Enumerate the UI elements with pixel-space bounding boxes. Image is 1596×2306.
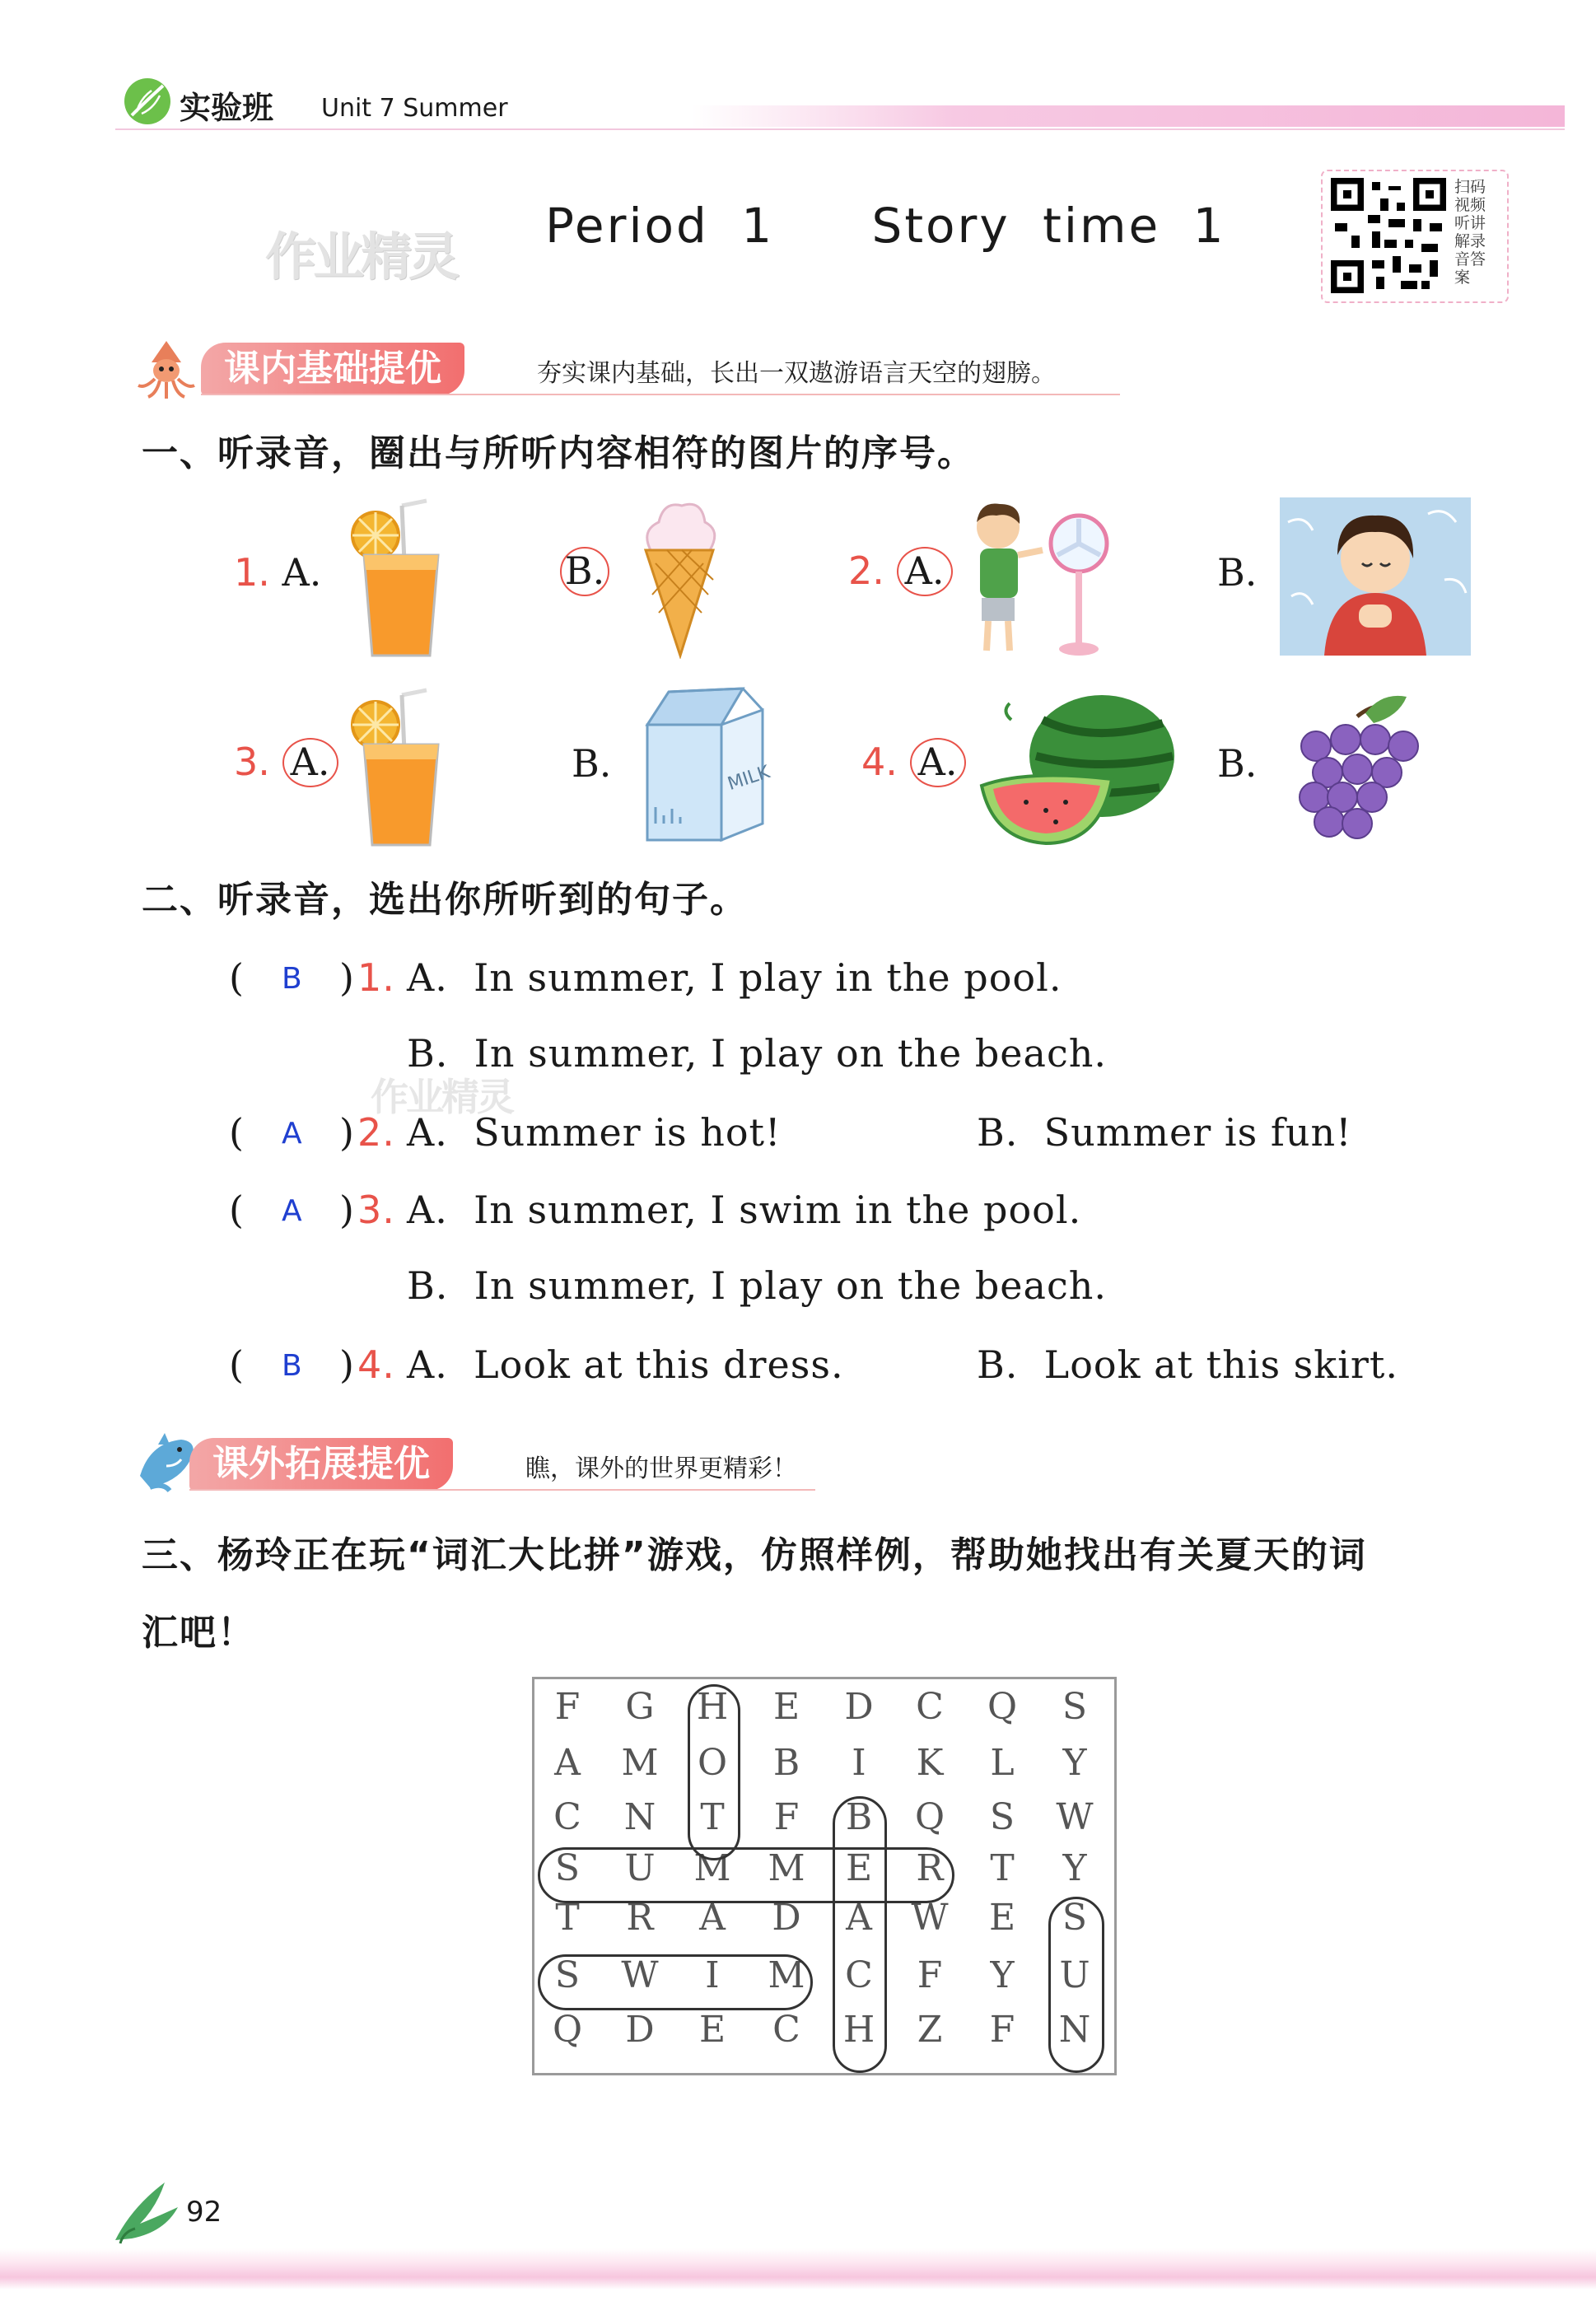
qr-box[interactable] [1321, 170, 1509, 303]
section-banner-extended: 课外拓展提优 [189, 1438, 453, 1491]
found-word-swim [538, 1954, 813, 2010]
q2-bracket-4: ( [229, 1342, 245, 1387]
q1-item1-option-a[interactable]: A. [282, 550, 322, 595]
grid-letter[interactable]: C [845, 1954, 873, 1996]
grid-letter[interactable]: E [845, 1847, 873, 1889]
grid-letter[interactable]: W [911, 1897, 949, 1939]
grid-letter[interactable]: Z [917, 2009, 943, 2051]
q1-heading: 一、听录音，圈出与所听内容相符的图片的序号。 [142, 432, 975, 474]
grid-letter[interactable]: M [768, 1954, 805, 1996]
q1-item4-row [861, 738, 966, 787]
grid-letter[interactable]: F [773, 1796, 800, 1838]
q1-item3-row [234, 738, 338, 787]
grid-letter[interactable]: B [845, 1796, 873, 1838]
grid-letter[interactable]: A [846, 1897, 872, 1939]
found-word-sun [1048, 1897, 1104, 2073]
q2-item3-option-a[interactable]: A. In summer, I swim in the pool. [407, 1188, 1082, 1232]
q2-item3-number: 3. [357, 1188, 395, 1232]
grid-letter[interactable]: H [842, 2009, 875, 2051]
q1-item3-number: 3. [234, 740, 270, 784]
section-desc-basic: 夯实课内基础，长出一双遨游语言天空的翅膀。 [537, 359, 1056, 388]
squid-icon [133, 338, 199, 400]
q2-bracket-close-1: ) [339, 955, 355, 1000]
q2-item2-option-a[interactable]: A. Summer is hot! [407, 1110, 782, 1155]
found-word-hot [688, 1684, 740, 1860]
q2-item4-option-a[interactable]: A. Look at this dress. [407, 1342, 844, 1387]
watermark: 作业精灵 [371, 1075, 512, 1119]
q2-item1-number: 1. [357, 955, 395, 1000]
milk-carton-icon [631, 684, 772, 845]
q1-item2-option-a[interactable]: A. [897, 547, 953, 596]
grid-letter[interactable]: N [1058, 2009, 1091, 2051]
section-underline [201, 394, 1120, 395]
grid-letter[interactable]: T [990, 1847, 1015, 1889]
q1-item4-option-b[interactable]: B. [1217, 741, 1258, 786]
grid-letter[interactable]: Q [914, 1796, 945, 1838]
q2-bracket-3: ( [229, 1188, 245, 1232]
q1-item4-option-a[interactable]: A. [910, 738, 966, 787]
grid-letter[interactable]: M [621, 1742, 659, 1784]
grid-letter[interactable]: A [554, 1742, 581, 1784]
qr-caption: 扫码视频听讲解录音答案 [1454, 178, 1486, 287]
page-title: Period 1 Story time 1 [545, 198, 1226, 254]
grid-letter[interactable]: E [698, 2009, 726, 2051]
q2-bracket-1: ( [229, 955, 245, 1000]
brand: 实验班 [180, 90, 274, 126]
q2-item1-option-a[interactable]: A. In summer, I play in the pool. [407, 955, 1062, 1000]
grid-letter[interactable]: W [1056, 1796, 1094, 1838]
q1-item1-option-b[interactable]: B. [560, 547, 609, 596]
q2-item4-number: 4. [357, 1342, 395, 1387]
grid-letter[interactable]: S [989, 1796, 1015, 1838]
boy-with-fan-icon [964, 497, 1112, 659]
page-number: 92 [186, 2196, 222, 2229]
orange-juice-icon [348, 497, 455, 661]
q2-bracket-close-3: ) [339, 1188, 355, 1232]
q2-bracket-close-4: ) [339, 1342, 355, 1387]
grid-letter[interactable]: M [768, 1847, 805, 1889]
bird-icon [107, 2174, 186, 2248]
grid-letter[interactable]: I [705, 1954, 720, 1996]
grid-letter[interactable]: D [625, 2009, 655, 2051]
grid-letter[interactable]: R [626, 1897, 654, 1939]
q1-item3-option-a[interactable]: A. [282, 738, 338, 787]
milk-label: MILK [725, 762, 772, 796]
grid-letter[interactable]: Q [552, 2009, 583, 2051]
grid-letter[interactable]: E [988, 1897, 1016, 1939]
grid-letter[interactable]: U [624, 1847, 656, 1889]
q2-heading: 二、听录音，选出你所听到的句子。 [142, 879, 748, 921]
grid-letter[interactable]: S [554, 1954, 581, 1996]
cold-girl-icon [1280, 497, 1471, 656]
ice-cream-icon [634, 497, 725, 659]
grid-letter[interactable]: S [1062, 1686, 1088, 1728]
grid-letter[interactable]: I [852, 1742, 866, 1784]
q1-item3-option-b[interactable]: B. [572, 741, 612, 786]
q3-heading: 三、杨玲正在玩“词汇大比拼”游戏，仿照样例，帮助她找出有关夏天的词 [142, 1534, 1367, 1576]
q1-item1-row [234, 550, 321, 595]
grid-letter[interactable]: Y [1062, 1847, 1087, 1889]
grid-letter[interactable]: D [844, 1686, 874, 1728]
section-banner-basic: 课内基础提优 [201, 343, 464, 395]
grid-letter[interactable]: G [625, 1686, 655, 1728]
q2-item1-option-b[interactable]: B. In summer, I play on the beach. [407, 1031, 1107, 1076]
watermelon-icon [977, 687, 1179, 848]
grid-letter[interactable]: H [696, 1686, 729, 1728]
q2-item3-option-b[interactable]: B. In summer, I play on the beach. [407, 1263, 1107, 1308]
q1-item2-row [848, 547, 953, 596]
q2-bracket-close-2: ) [339, 1110, 355, 1155]
grid-letter[interactable]: S [554, 1847, 581, 1889]
grid-letter[interactable]: E [772, 1686, 800, 1728]
q1-item4-number: 4. [861, 740, 898, 784]
q2-answer-1[interactable]: B [282, 962, 302, 996]
word-search-grid [532, 1677, 1117, 2075]
grid-letter[interactable]: C [772, 2009, 800, 2051]
grid-letter[interactable]: O [697, 1742, 728, 1784]
grid-letter[interactable]: K [916, 1742, 944, 1784]
section-underline [189, 1489, 815, 1491]
q2-bracket-2: ( [229, 1110, 245, 1155]
grid-letter[interactable]: M [693, 1847, 731, 1889]
grid-letter[interactable]: A [699, 1897, 726, 1939]
grid-letter[interactable]: C [916, 1686, 944, 1728]
grid-letter[interactable]: F [989, 2009, 1015, 2051]
found-word-summer [538, 1847, 954, 1903]
qr-code-icon[interactable] [1331, 178, 1446, 293]
grid-letter[interactable]: Q [987, 1686, 1018, 1728]
q1-item1-number: 1. [234, 550, 270, 595]
q1-item2-option-b[interactable]: B. [1217, 550, 1258, 595]
found-word-beach [833, 1796, 887, 2073]
header-line [115, 128, 1565, 130]
watermark: 作业精灵 [265, 226, 457, 287]
grapes-icon [1291, 692, 1423, 853]
q2-item2-number: 2. [357, 1110, 395, 1155]
grid-letter[interactable]: S [1062, 1897, 1088, 1939]
q2-answer-4[interactable]: B [282, 1349, 302, 1383]
q2-answer-3[interactable]: A [282, 1194, 302, 1228]
q2-item2-option-b[interactable]: B. Summer is fun! [977, 1110, 1352, 1155]
grid-letter[interactable]: R [916, 1847, 944, 1889]
q2-item4-option-b[interactable]: B. Look at this skirt. [977, 1342, 1398, 1387]
grid-letter[interactable]: L [990, 1742, 1015, 1784]
grid-letter[interactable]: Y [1062, 1742, 1087, 1784]
section-desc-extended: 瞧，课外的世界更精彩！ [525, 1454, 797, 1483]
footer-band [0, 2248, 1596, 2290]
grid-letter[interactable]: F [554, 1686, 581, 1728]
grid-letter[interactable]: Y [990, 1954, 1015, 1996]
grid-letter[interactable]: F [917, 1954, 943, 1996]
q1-item2-number: 2. [848, 548, 884, 593]
grid-letter[interactable]: U [1059, 1954, 1090, 1996]
grid-letter[interactable]: N [623, 1796, 656, 1838]
grid-letter[interactable]: T [700, 1796, 725, 1838]
grid-letter[interactable]: D [772, 1897, 801, 1939]
q2-answer-2[interactable]: A [282, 1117, 302, 1151]
unit-title: Unit 7 Summer [321, 94, 508, 123]
leaf-logo-icon [122, 76, 173, 127]
grid-letter[interactable]: C [553, 1796, 581, 1838]
header-band [692, 105, 1565, 127]
grid-letter[interactable]: T [555, 1897, 580, 1939]
grid-letter[interactable]: B [772, 1742, 800, 1784]
grid-letter[interactable]: W [621, 1954, 659, 1996]
q3-heading-line2: 汇吧！ [142, 1612, 255, 1654]
orange-juice-icon [348, 687, 455, 850]
